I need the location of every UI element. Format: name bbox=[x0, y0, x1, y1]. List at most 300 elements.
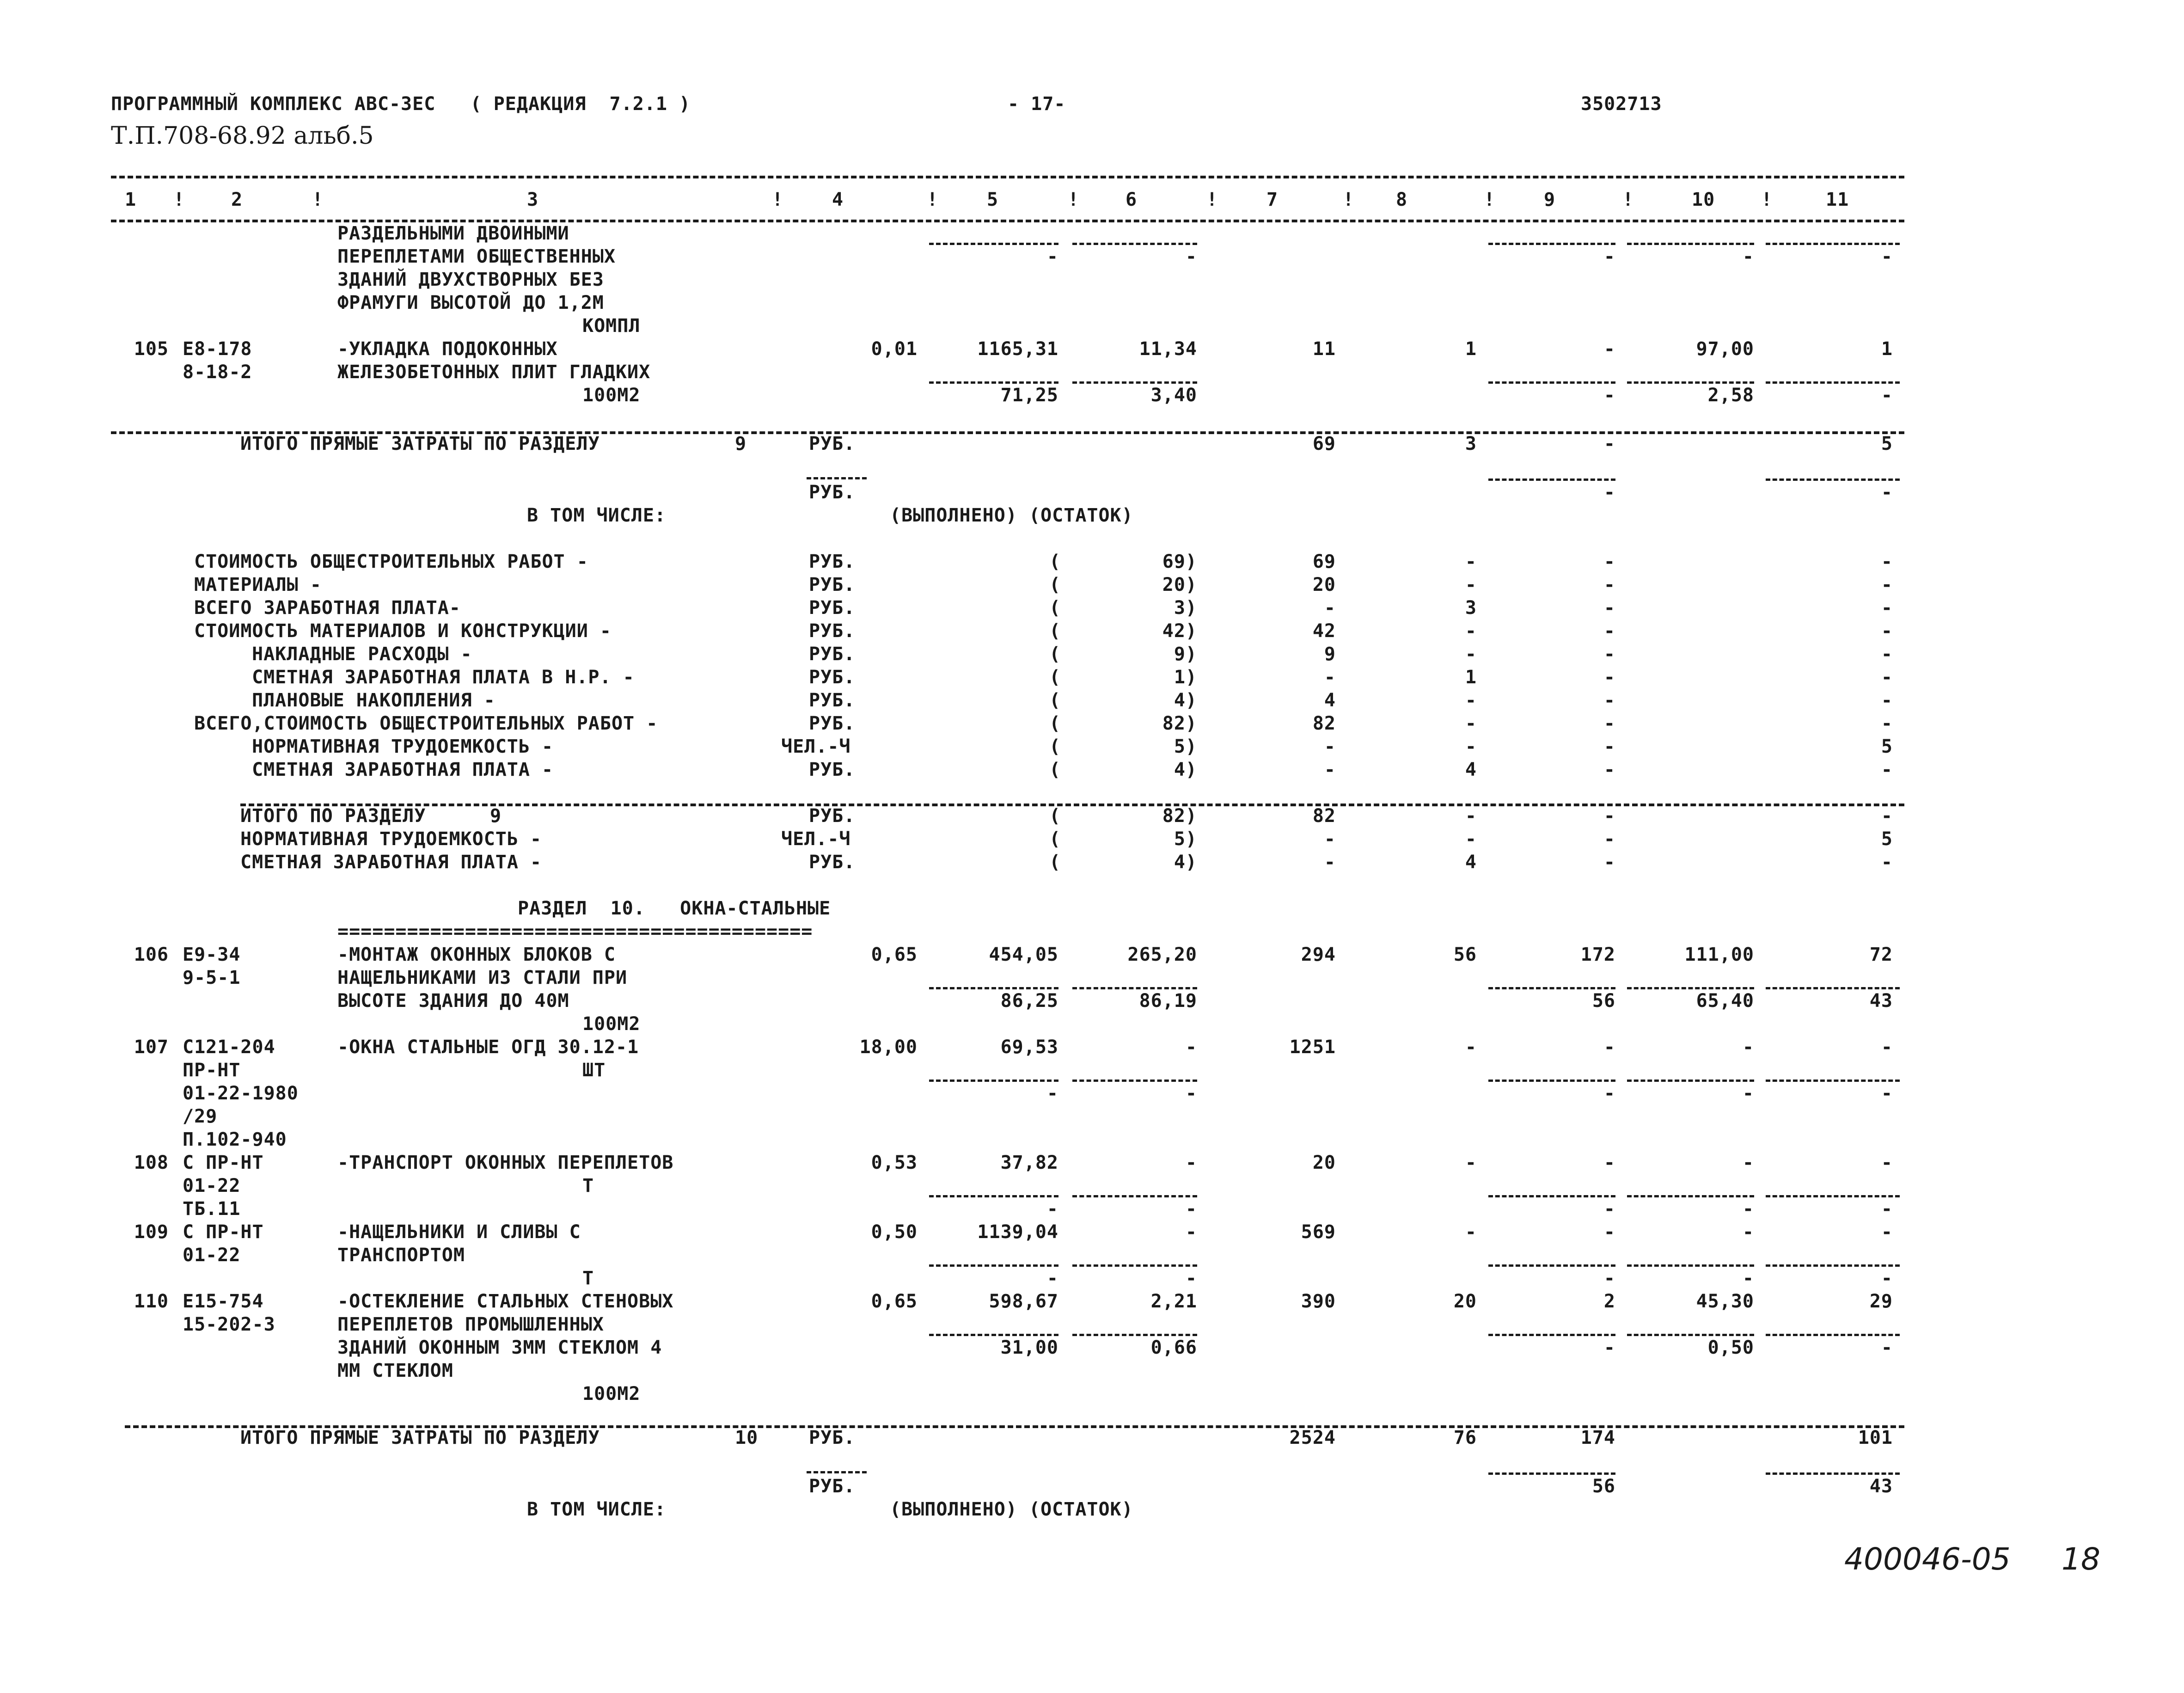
value-underline bbox=[1766, 1334, 1900, 1336]
column-separator: ! bbox=[312, 189, 324, 210]
cell-unit: РУБ. bbox=[809, 690, 856, 711]
cell-c11: 5 bbox=[1881, 736, 1893, 757]
cell-c9: - bbox=[1603, 852, 1615, 873]
cell-itemi: ПЛАНОВЫЕ НАКОПЛЕНИЯ - bbox=[252, 690, 496, 711]
cell-c5: - bbox=[1046, 1268, 1058, 1289]
cell-c6: 82) bbox=[1162, 805, 1197, 827]
cell-c9: 172 bbox=[1580, 944, 1615, 965]
cell-c3u: Т bbox=[582, 1268, 594, 1289]
cell-c3: -МОНТАЖ ОКОННЫХ БЛОКОВ С bbox=[337, 944, 616, 965]
cell-c9: - bbox=[1603, 597, 1615, 619]
cell-c10: 45,30 bbox=[1696, 1291, 1754, 1312]
cell-c7: 20 bbox=[1312, 574, 1336, 595]
cell-section: РАЗДЕЛ 10. ОКНА-СТАЛЬНЫЕ bbox=[518, 898, 831, 919]
value-underline bbox=[1072, 1334, 1197, 1336]
column-header-7: 7 bbox=[1266, 189, 1279, 210]
cell-c5: 71,25 bbox=[1000, 385, 1058, 406]
column-header-3: 3 bbox=[527, 189, 539, 210]
cell-c8: 4 bbox=[1465, 759, 1477, 780]
cell-c2: Е8-178 bbox=[183, 338, 252, 360]
value-underline bbox=[1627, 1080, 1754, 1082]
column-separator: ! bbox=[927, 189, 939, 210]
value-underline bbox=[1627, 987, 1754, 989]
cell-c3u: КОМПЛ bbox=[582, 315, 641, 337]
cell-c7: - bbox=[1324, 667, 1336, 688]
cell-c7: 69 bbox=[1312, 551, 1336, 572]
cell-c11: - bbox=[1881, 597, 1893, 619]
cell-c5: 69,53 bbox=[1000, 1037, 1058, 1058]
column-header-4: 4 bbox=[832, 189, 844, 210]
value-underline bbox=[1488, 1080, 1615, 1082]
cell-c9: - bbox=[1603, 828, 1615, 850]
cell-c2: /29 bbox=[183, 1106, 218, 1127]
value-underline bbox=[1488, 478, 1615, 481]
sheet-number: 18 bbox=[2062, 1541, 2100, 1577]
cell-c6: 0,66 bbox=[1150, 1337, 1197, 1358]
value-underline bbox=[929, 987, 1058, 989]
cell-c9: - bbox=[1603, 1337, 1615, 1358]
value-underline bbox=[1072, 1080, 1197, 1082]
cell-c5: 31,00 bbox=[1000, 1337, 1058, 1358]
cell-paren: ( bbox=[1049, 690, 1061, 711]
value-underline bbox=[1627, 243, 1754, 245]
cell-c6: - bbox=[1185, 1221, 1197, 1243]
cell-paren: ( bbox=[1049, 759, 1061, 780]
cell-sum: ИТОГО ПО РАЗДЕЛУ bbox=[240, 805, 426, 827]
cell-c9: - bbox=[1603, 759, 1615, 780]
cell-c8: 1 bbox=[1465, 338, 1477, 360]
value-underline bbox=[1766, 1080, 1900, 1082]
cell-c10: - bbox=[1742, 1268, 1754, 1289]
cell-paren: ( bbox=[1049, 667, 1061, 688]
document-code: 3502713 bbox=[1581, 93, 1662, 115]
cell-unit: РУБ. bbox=[809, 620, 856, 642]
cell-c4: 0,65 bbox=[871, 1291, 918, 1312]
cell-unit: РУБ. bbox=[809, 667, 856, 688]
cell-c5: - bbox=[1046, 1198, 1058, 1220]
header-bottom-rule bbox=[111, 220, 1904, 222]
cell-c2: С ПР-НТ bbox=[183, 1152, 264, 1173]
cell-c2: ТБ.11 bbox=[183, 1198, 241, 1220]
cell-c6: 20) bbox=[1162, 574, 1197, 595]
cell-c2: ПР-НТ bbox=[183, 1060, 241, 1081]
cell-c2: С121-204 bbox=[183, 1037, 275, 1058]
cell-c9: 174 bbox=[1580, 1427, 1615, 1448]
value-underline bbox=[1488, 243, 1615, 245]
cell-c1: 108 bbox=[134, 1152, 169, 1173]
column-separator: ! bbox=[1343, 189, 1355, 210]
cell-c11: - bbox=[1881, 1268, 1893, 1289]
cell-c6: 69) bbox=[1162, 551, 1197, 572]
cell-c9: 2 bbox=[1603, 1291, 1615, 1312]
column-header-9: 9 bbox=[1544, 189, 1556, 210]
cell-c3: ПЕРЕПЛЕТАМИ ОБЩЕСТВЕННЫХ bbox=[337, 246, 616, 267]
cell-c6: 4) bbox=[1174, 690, 1197, 711]
cell-c6: - bbox=[1185, 1268, 1197, 1289]
cell-c7: - bbox=[1324, 736, 1336, 757]
value-underline bbox=[929, 243, 1058, 245]
column-header-11: 11 bbox=[1826, 189, 1849, 210]
cell-unit: РУБ. bbox=[809, 1476, 856, 1497]
cell-item: СТОИМОСТЬ МАТЕРИАЛОВ И КОНСТРУКЦИИ - bbox=[194, 620, 612, 642]
cell-c9: 56 bbox=[1592, 1476, 1615, 1497]
cell-itemi: СМЕТНАЯ ЗАРАБОТНАЯ ПЛАТА - bbox=[252, 759, 554, 780]
cell-c6: - bbox=[1185, 1083, 1197, 1104]
cell-paren: ( bbox=[1049, 805, 1061, 827]
cell-c3: НАЩЕЛЬНИКАМИ ИЗ СТАЛИ ПРИ bbox=[337, 967, 628, 988]
cell-c7: 569 bbox=[1301, 1221, 1336, 1243]
cell-c7: 82 bbox=[1312, 805, 1336, 827]
cell-c8: - bbox=[1465, 1037, 1477, 1058]
cell-paren: ( bbox=[1049, 828, 1061, 850]
column-separator: ! bbox=[1761, 189, 1773, 210]
cell-c11: 72 bbox=[1869, 944, 1893, 965]
value-underline bbox=[1766, 381, 1900, 384]
section-separator bbox=[125, 1425, 1904, 1428]
cell-c3: РАЗДЕЛЬНЫМИ ДВОИНЫМИ bbox=[337, 223, 569, 244]
cell-rule: ========================================= bbox=[337, 921, 813, 942]
cell-c4: 0,01 bbox=[871, 338, 918, 360]
cell-c8: - bbox=[1465, 620, 1477, 642]
cell-c2: 8-18-2 bbox=[183, 362, 252, 383]
cell-mid: В ТОМ ЧИСЛЕ: bbox=[527, 505, 666, 526]
cell-c11: - bbox=[1881, 1152, 1893, 1173]
cell-c3: -ОСТЕКЛЕНИЕ СТАЛЬНЫХ СТЕНОВЫХ bbox=[337, 1291, 674, 1312]
cell-c9: - bbox=[1603, 551, 1615, 572]
cell-c7: 294 bbox=[1301, 944, 1336, 965]
cell-c6: 3) bbox=[1174, 597, 1197, 619]
cell-item: ВСЕГО,СТОИМОСТЬ ОБЩЕСТРОИТЕЛЬНЫХ РАБОТ - bbox=[194, 713, 658, 734]
cell-c2: 01-22-1980 bbox=[183, 1083, 299, 1104]
cell-c6: 2,21 bbox=[1150, 1291, 1197, 1312]
value-underline bbox=[1766, 1264, 1900, 1267]
column-separator: ! bbox=[173, 189, 185, 210]
cell-c11: 43 bbox=[1869, 990, 1893, 1012]
cell-unit: РУБ. bbox=[809, 805, 856, 827]
cell-unit: РУБ. bbox=[809, 759, 856, 780]
column-header-2: 2 bbox=[231, 189, 243, 210]
value-underline bbox=[1072, 381, 1197, 384]
cell-unit: РУБ. bbox=[809, 713, 856, 734]
cell-c2: Е9-34 bbox=[183, 944, 241, 965]
column-header-5: 5 bbox=[987, 189, 999, 210]
cell-c8: 1 bbox=[1465, 667, 1477, 688]
cell-sum: СМЕТНАЯ ЗАРАБОТНАЯ ПЛАТА - bbox=[240, 852, 542, 873]
cell-unit: РУБ. bbox=[809, 551, 856, 572]
cell-unit: РУБ. bbox=[809, 852, 856, 873]
cell-unit: РУБ. bbox=[809, 1427, 856, 1448]
cell-c7: - bbox=[1324, 597, 1336, 619]
value-underline bbox=[1766, 1195, 1900, 1197]
cell-c8: - bbox=[1465, 690, 1477, 711]
cell-c9: - bbox=[1603, 1198, 1615, 1220]
value-underline bbox=[1766, 478, 1900, 481]
cell-c7: - bbox=[1324, 759, 1336, 780]
cell-c8: - bbox=[1465, 1221, 1477, 1243]
cell-c10: 65,40 bbox=[1696, 990, 1754, 1012]
cell-c10: - bbox=[1742, 1221, 1754, 1243]
value-underline bbox=[1627, 381, 1754, 384]
cell-mid: В ТОМ ЧИСЛЕ: bbox=[527, 1499, 666, 1520]
cell-c9: - bbox=[1603, 805, 1615, 827]
cell-c3: ЖЕЛЕЗОБЕТОННЫХ ПЛИТ ГЛАДКИХ bbox=[337, 362, 651, 383]
cell-c10: - bbox=[1742, 1083, 1754, 1104]
value-underline bbox=[1766, 987, 1900, 989]
column-separator: ! bbox=[1622, 189, 1634, 210]
cell-c9: - bbox=[1603, 713, 1615, 734]
cell-c9: - bbox=[1603, 644, 1615, 665]
cell-paren: ( bbox=[1049, 597, 1061, 619]
value-underline bbox=[1488, 987, 1615, 989]
cell-c2: П.102-940 bbox=[183, 1129, 287, 1150]
column-header-1: 1 bbox=[125, 189, 137, 210]
cell-c3u: 100М2 bbox=[582, 385, 641, 406]
cell-c1: 105 bbox=[134, 338, 169, 360]
cell-c10: 97,00 bbox=[1696, 338, 1754, 360]
handwritten-stamp: 400046-05 bbox=[1844, 1541, 2011, 1577]
cell-c6: 3,40 bbox=[1150, 385, 1197, 406]
cell-c6: 42) bbox=[1162, 620, 1197, 642]
cell-c11: 29 bbox=[1869, 1291, 1893, 1312]
cell-c9: - bbox=[1603, 1152, 1615, 1173]
value-underline bbox=[929, 1080, 1058, 1082]
section-separator bbox=[111, 431, 1904, 434]
cell-c11: - bbox=[1881, 1083, 1893, 1104]
cell-c8: - bbox=[1465, 828, 1477, 850]
cell-sumn2: 9 bbox=[490, 805, 502, 827]
cell-c9: - bbox=[1603, 1268, 1615, 1289]
cell-c6: - bbox=[1185, 1198, 1197, 1220]
cell-c11: - bbox=[1881, 574, 1893, 595]
cell-c4: 0,65 bbox=[871, 944, 918, 965]
cell-sumn: 10 bbox=[735, 1427, 759, 1448]
cell-paren: ( bbox=[1049, 644, 1061, 665]
cell-c11: - bbox=[1881, 1198, 1893, 1220]
cell-paren: ( bbox=[1049, 574, 1061, 595]
cell-c7: - bbox=[1324, 828, 1336, 850]
value-underline bbox=[929, 381, 1058, 384]
cell-c1: 106 bbox=[134, 944, 169, 965]
cell-c9: - bbox=[1603, 667, 1615, 688]
cell-c7: 82 bbox=[1312, 713, 1336, 734]
cell-unit2: ЧЕЛ.-Ч bbox=[781, 736, 851, 757]
cell-c9: 56 bbox=[1592, 990, 1615, 1012]
cell-c5: 454,05 bbox=[989, 944, 1058, 965]
column-separator: ! bbox=[1484, 189, 1496, 210]
cell-c8: 76 bbox=[1453, 1427, 1477, 1448]
value-underline bbox=[1072, 1195, 1197, 1197]
program-header: ПРОГРАММНЫЙ КОМПЛЕКС АВС-ЗЕС ( РЕДАКЦИЯ 7.2.1 ) bbox=[111, 93, 691, 115]
cell-unit: РУБ. bbox=[809, 433, 856, 454]
cell-c11: 101 bbox=[1858, 1427, 1893, 1448]
cell-c11: 43 bbox=[1869, 1476, 1893, 1497]
cell-itemi: СМЕТНАЯ ЗАРАБОТНАЯ ПЛАТА В Н.Р. - bbox=[252, 667, 635, 688]
cell-c6: 265,20 bbox=[1127, 944, 1197, 965]
column-header-10: 10 bbox=[1692, 189, 1715, 210]
column-separator: ! bbox=[1068, 189, 1080, 210]
cell-c3u: ШТ bbox=[582, 1060, 606, 1081]
column-header-6: 6 bbox=[1126, 189, 1138, 210]
cell-c2: 01-22 bbox=[183, 1245, 241, 1266]
value-underline bbox=[1072, 1264, 1197, 1267]
cell-c9: - bbox=[1603, 246, 1615, 267]
value-underline bbox=[1488, 381, 1615, 384]
cell-c11: - bbox=[1881, 644, 1893, 665]
cell-c6: 86,19 bbox=[1139, 990, 1197, 1012]
cell-unit: РУБ. bbox=[809, 574, 856, 595]
table-top-rule bbox=[111, 176, 1904, 178]
cell-c11: - bbox=[1881, 690, 1893, 711]
value-underline bbox=[1072, 987, 1197, 989]
value-underline bbox=[1627, 1195, 1754, 1197]
cell-c11: - bbox=[1881, 385, 1893, 406]
unit-underline bbox=[807, 477, 867, 479]
cell-c7: 20 bbox=[1312, 1152, 1336, 1173]
value-underline bbox=[1627, 1334, 1754, 1336]
cell-status: (ВЫПОЛНЕНО) (ОСТАТОК) bbox=[890, 505, 1133, 526]
cell-item: СТОИМОСТЬ ОБЩЕСТРОИТЕЛЬНЫХ РАБОТ - bbox=[194, 551, 588, 572]
cell-c5: - bbox=[1046, 1083, 1058, 1104]
cell-c9: - bbox=[1603, 433, 1615, 454]
cell-c8: - bbox=[1465, 713, 1477, 734]
cell-c11: - bbox=[1881, 482, 1893, 503]
cell-unit: РУБ. bbox=[809, 482, 856, 503]
cell-c11: - bbox=[1881, 667, 1893, 688]
cell-c6: 5) bbox=[1174, 828, 1197, 850]
subtotal-separator bbox=[240, 804, 1904, 806]
cell-c11: - bbox=[1881, 1221, 1893, 1243]
cell-c3: -ОКНА СТАЛЬНЫЕ ОГД 30.12-1 bbox=[337, 1037, 639, 1058]
cell-c10: - bbox=[1742, 1198, 1754, 1220]
cell-c7: 2524 bbox=[1289, 1427, 1336, 1448]
cell-c3: ЗДАНИЙ ДВУХСТВОРНЫХ БЕЗ bbox=[337, 269, 604, 290]
cell-c5: - bbox=[1046, 246, 1058, 267]
value-underline bbox=[929, 1264, 1058, 1267]
cell-c11: - bbox=[1881, 852, 1893, 873]
cell-c7: 11 bbox=[1312, 338, 1336, 360]
cell-paren: ( bbox=[1049, 736, 1061, 757]
cell-c10: 2,58 bbox=[1707, 385, 1754, 406]
cell-c3: -НАЩЕЛЬНИКИ И СЛИВЫ С bbox=[337, 1221, 581, 1243]
cell-c10: - bbox=[1742, 1037, 1754, 1058]
cell-c8: - bbox=[1465, 551, 1477, 572]
cell-c9: - bbox=[1603, 620, 1615, 642]
cell-c7: 1251 bbox=[1289, 1037, 1336, 1058]
cell-c11: 1 bbox=[1881, 338, 1893, 360]
cell-c3: ММ СТЕКЛОМ bbox=[337, 1360, 453, 1381]
cell-c6: 1) bbox=[1174, 667, 1197, 688]
cell-c9: - bbox=[1603, 338, 1615, 360]
cell-c2: 15-202-3 bbox=[183, 1314, 275, 1335]
unit-underline bbox=[807, 1471, 867, 1473]
cell-c3u: Т bbox=[582, 1175, 594, 1196]
cell-c7: 69 bbox=[1312, 433, 1336, 454]
value-underline bbox=[1488, 1264, 1615, 1267]
value-underline bbox=[1766, 1472, 1900, 1475]
cell-c5: 1139,04 bbox=[977, 1221, 1058, 1243]
cell-itemi: НАКЛАДНЫЕ РАСХОДЫ - bbox=[252, 644, 472, 665]
cell-item: МАТЕРИАЛЫ - bbox=[194, 574, 322, 595]
cell-c6: - bbox=[1185, 1152, 1197, 1173]
cell-c5: 598,67 bbox=[989, 1291, 1058, 1312]
cell-c11: - bbox=[1881, 759, 1893, 780]
cell-c2: 01-22 bbox=[183, 1175, 241, 1196]
cell-c9: - bbox=[1603, 385, 1615, 406]
cell-c2: Е15-754 bbox=[183, 1291, 264, 1312]
cell-sum: ИТОГО ПРЯМЫЕ ЗАТРАТЫ ПО РАЗДЕЛУ bbox=[240, 433, 600, 454]
cell-c11: - bbox=[1881, 1037, 1893, 1058]
project-reference: Т.П.708-68.92 альб.5 bbox=[111, 122, 374, 150]
cell-c9: - bbox=[1603, 574, 1615, 595]
cell-item: ВСЕГО ЗАРАБОТНАЯ ПЛАТА- bbox=[194, 597, 461, 619]
cell-itemi: НОРМАТИВНАЯ ТРУДОЕМКОСТЬ - bbox=[252, 736, 554, 757]
cell-c8: - bbox=[1465, 736, 1477, 757]
cell-c3: ВЫСОТЕ ЗДАНИЯ ДО 40М bbox=[337, 990, 569, 1012]
cell-c6: 5) bbox=[1174, 736, 1197, 757]
cell-c2: С ПР-НТ bbox=[183, 1221, 264, 1243]
cell-c6: 4) bbox=[1174, 759, 1197, 780]
cell-c11: 5 bbox=[1881, 433, 1893, 454]
value-underline bbox=[929, 1195, 1058, 1197]
value-underline bbox=[1488, 1334, 1615, 1336]
cell-c3: ФРАМУГИ ВЫСОТОЙ ДО 1,2М bbox=[337, 292, 604, 313]
cell-c10: - bbox=[1742, 1152, 1754, 1173]
value-underline bbox=[929, 1334, 1058, 1336]
cell-c6: 82) bbox=[1162, 713, 1197, 734]
cell-paren: ( bbox=[1049, 551, 1061, 572]
cell-c1: 109 bbox=[134, 1221, 169, 1243]
cell-c4: 0,50 bbox=[871, 1221, 918, 1243]
column-header-8: 8 bbox=[1396, 189, 1408, 210]
cell-sum: НОРМАТИВНАЯ ТРУДОЕМКОСТЬ - bbox=[240, 828, 542, 850]
value-underline bbox=[1488, 1195, 1615, 1197]
value-underline bbox=[1766, 243, 1900, 245]
cell-c3: -ТРАНСПОРТ ОКОННЫХ ПЕРЕПЛЕТОВ bbox=[337, 1152, 674, 1173]
value-underline bbox=[1072, 243, 1197, 245]
cell-c8: 56 bbox=[1453, 944, 1477, 965]
cell-unit: РУБ. bbox=[809, 597, 856, 619]
cell-c3: ЗДАНИЙ ОКОННЫМ 3ММ СТЕКЛОМ 4 bbox=[337, 1337, 662, 1358]
page-number: - 17- bbox=[1008, 93, 1066, 115]
cell-c8: - bbox=[1465, 1152, 1477, 1173]
cell-c5: 86,25 bbox=[1000, 990, 1058, 1012]
cell-c3: ТРАНСПОРТОМ bbox=[337, 1245, 465, 1266]
cell-unit: РУБ. bbox=[809, 644, 856, 665]
cell-status: (ВЫПОЛНЕНО) (ОСТАТОК) bbox=[890, 1499, 1133, 1520]
cell-c9: - bbox=[1603, 1221, 1615, 1243]
cell-c8: - bbox=[1465, 644, 1477, 665]
cell-c7: 4 bbox=[1324, 690, 1336, 711]
cell-c10: 111,00 bbox=[1684, 944, 1754, 965]
cell-c6: - bbox=[1185, 1037, 1197, 1058]
cell-c5: 1165,31 bbox=[977, 338, 1058, 360]
cell-c10: - bbox=[1742, 246, 1754, 267]
cell-c3u: 100М2 bbox=[582, 1383, 641, 1405]
cell-c11: - bbox=[1881, 805, 1893, 827]
cell-c9: - bbox=[1603, 1037, 1615, 1058]
cell-c11: - bbox=[1881, 1337, 1893, 1358]
cell-c8: 3 bbox=[1465, 597, 1477, 619]
cell-c3: ПЕРЕПЛЕТОВ ПРОМЫШЛЕННЫХ bbox=[337, 1314, 604, 1335]
cell-unit2: ЧЕЛ.-Ч bbox=[781, 828, 851, 850]
cell-c6: 11,34 bbox=[1139, 338, 1197, 360]
column-separator: ! bbox=[1206, 189, 1218, 210]
cell-c4: 0,53 bbox=[871, 1152, 918, 1173]
cell-c11: 5 bbox=[1881, 828, 1893, 850]
cell-c6: - bbox=[1185, 246, 1197, 267]
cell-c8: 3 bbox=[1465, 433, 1477, 454]
cell-c4: 18,00 bbox=[859, 1037, 918, 1058]
